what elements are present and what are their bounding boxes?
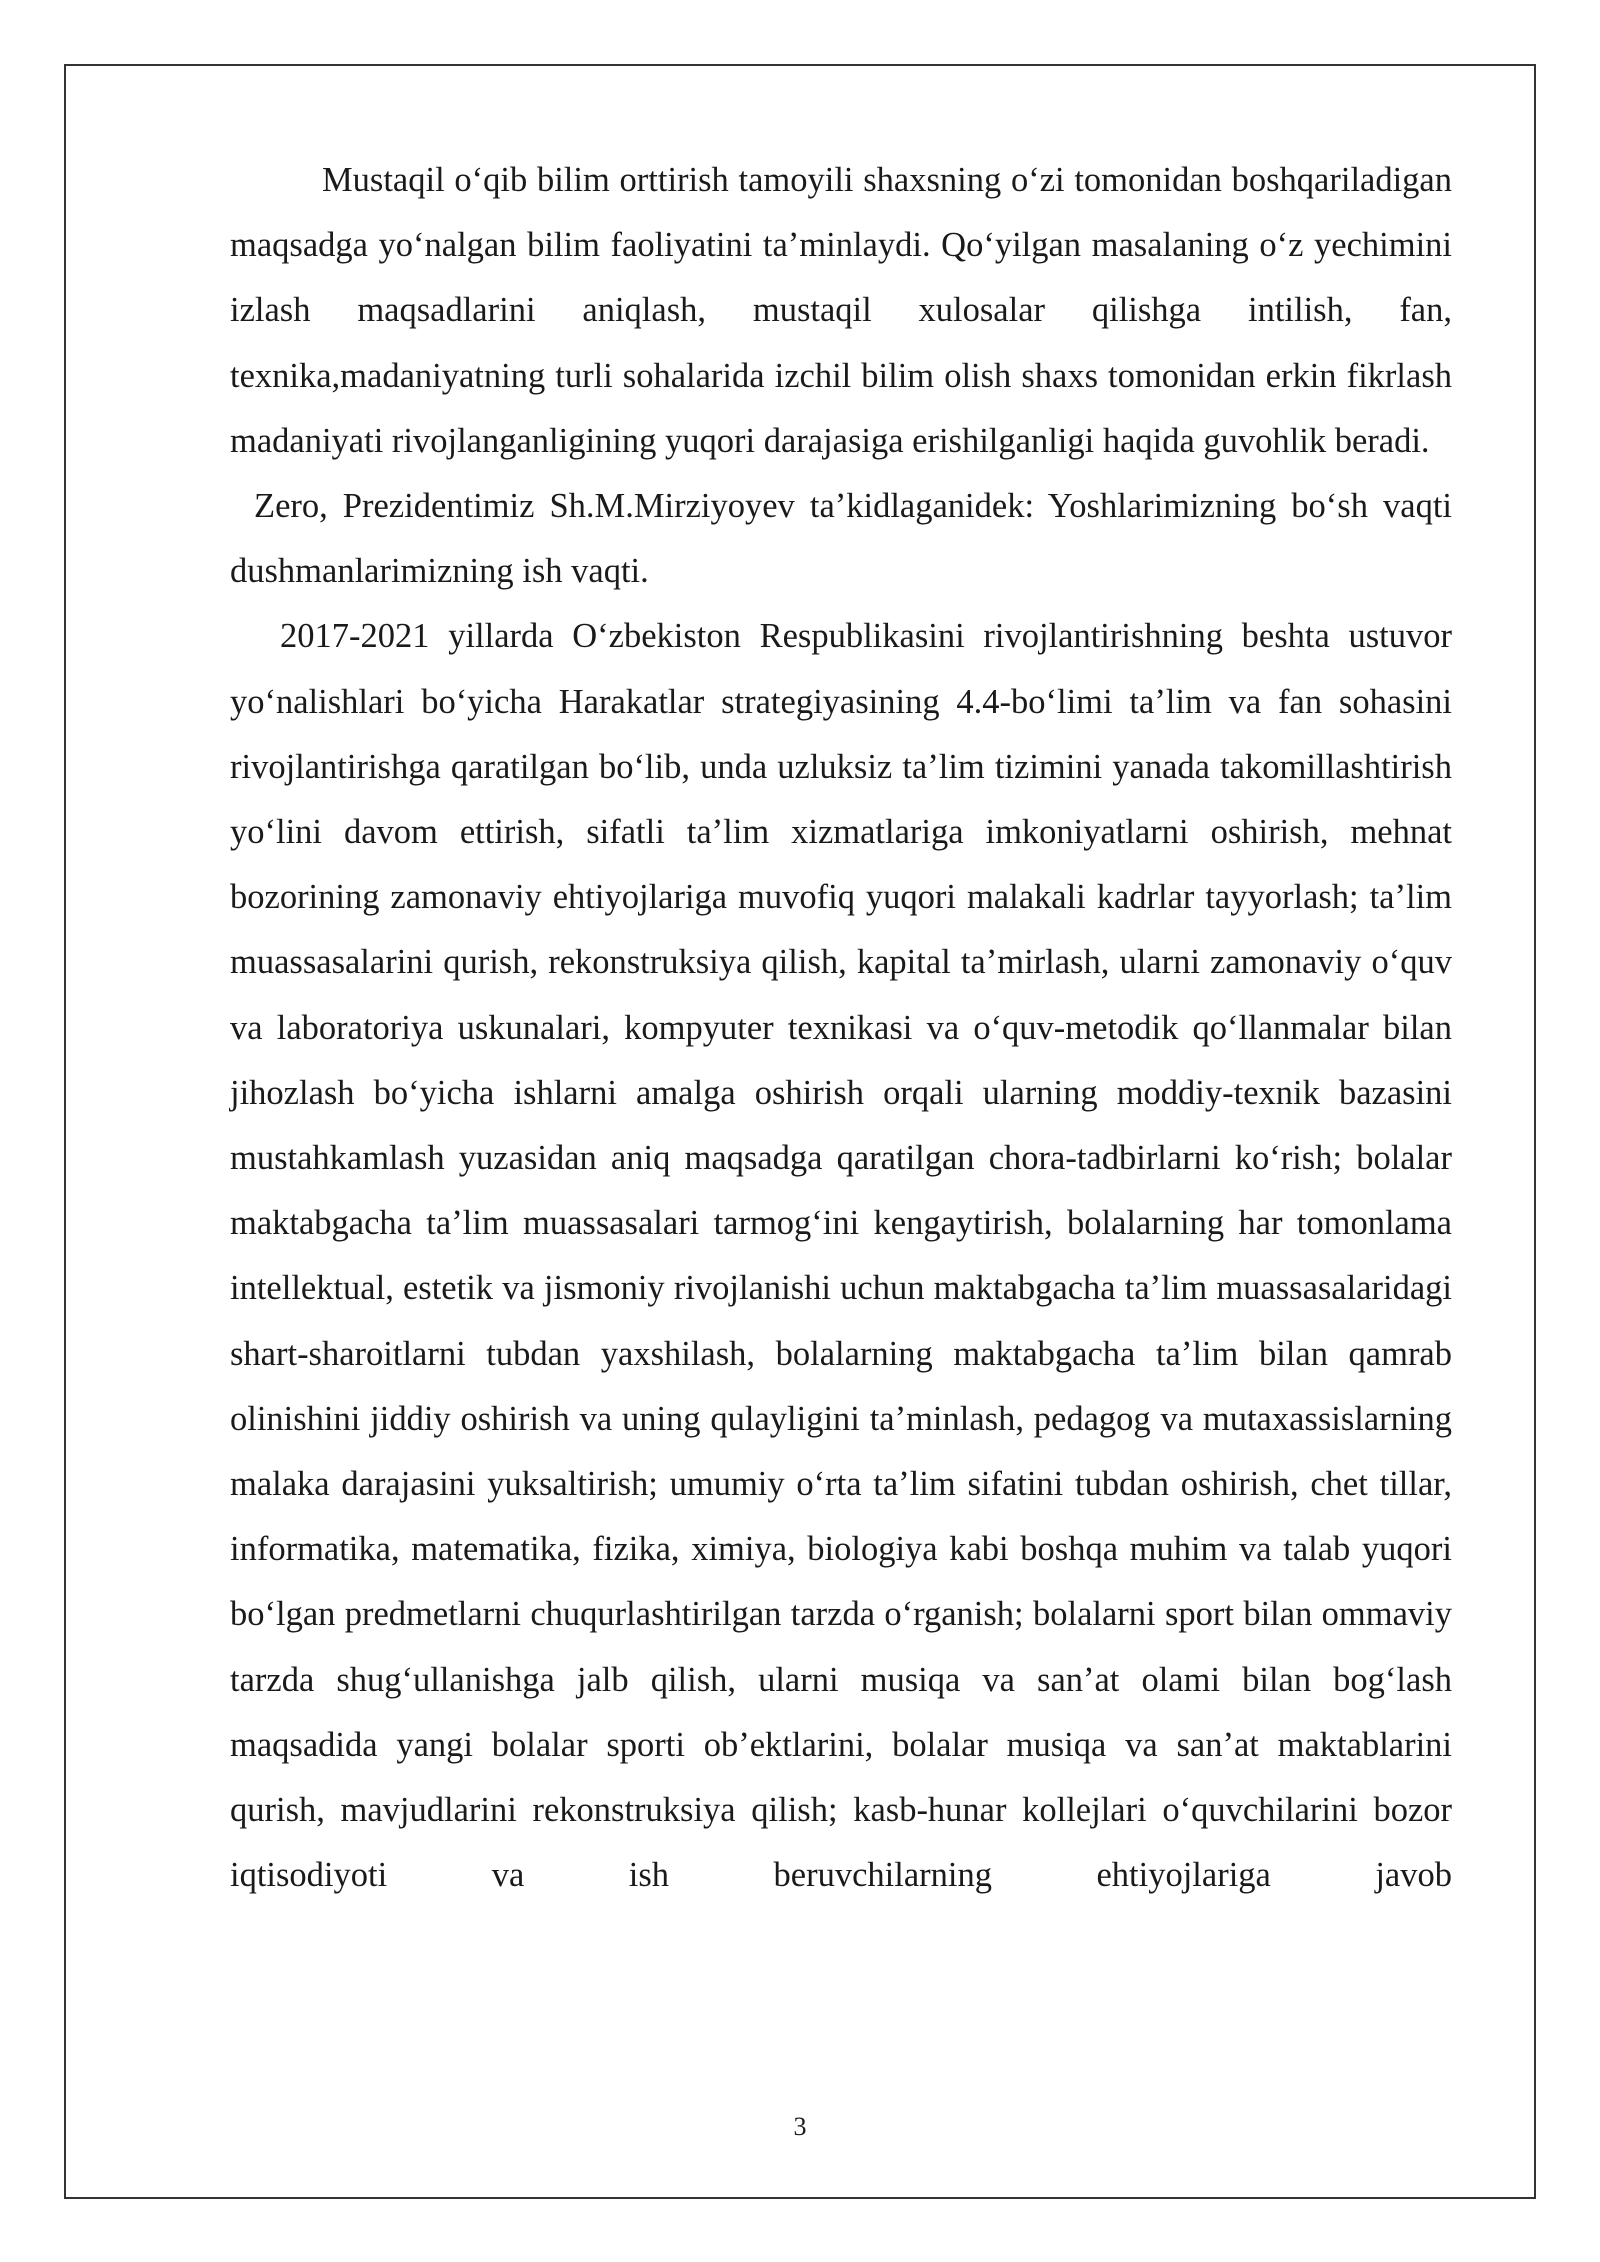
page-number: 3 bbox=[793, 2112, 807, 2141]
paragraph-president-quote: Zero, Prezidentimiz Sh.M.Mirziyoyev taʼkidlaganidek: Yoshlarimizning boʻsh vaqti dushmanlarimizning ish vaqti. bbox=[230, 487, 1452, 591]
paragraph-independent-learning: Mustaqil oʻqib bilim orttirish tamoyili shaxsning oʻzi tomonidan boshqariladigan maqsadga yoʻnalgan bilim faoliyatini taʼminlaydi. Qoʻyilgan masalaning oʻz yechimini izlash maqsadlarini aniqlash, mustaqil xulosalar qilishga intilish, fan, texnika,madaniyatning turli sohalarida izchil bilim olish shaxs tomonidan erkin fikrlash madaniyati rivojlanganligining yuqori darajasiga erishilganligi haqida guvohlik beradi. bbox=[230, 161, 1452, 460]
document-body bbox=[230, 148, 1452, 1908]
paragraph-action-strategy: 2017-2021 yillarda Oʻzbekiston Respublikasini rivojlantirishning beshta ustuvor yoʻnalishlari boʻyicha Harakatlar strategiyasining 4.4-boʻlimi taʼlim va fan sohasini rivojlantirishga qaratilgan boʻlib, unda uzluksiz taʼlim tizimini yanada takomillashtirish yoʻlini davom ettirish, sifatli taʼlim xizmatlariga imkoniyatlarni oshirish, mehnat bozorining zamonaviy ehtiyojlariga muvofiq yuqori malakali kadrlar tayyorlash; taʼlim muassasalarini qurish, rekonstruksiya qilish, kapital taʼmirlash, ularni zamonaviy oʻquv va laboratoriya uskunalari, kompyuter texnikasi va oʻquv-metodik qoʻllanmalar bilan jihozlash boʻyicha ishlarni amalga oshirish orqali ularning moddiy-texnik bazasini mustahkamlash yuzasidan aniq maqsadga qaratilgan chora-tadbirlarni koʻrish; bolalar maktabgacha taʼlim muassasalari tarmogʻini kengaytirish, bolalarning har tomonlama intellektual, estetik va jismoniy rivojlanishi uchun maktabgacha taʼlim muassasalaridagi shart-sharoitlarni tubdan yaxshilash, bolalarning maktabgacha taʼlim bilan qamrab olinishini jiddiy oshirish va uning qulayligini taʼminlash, pedagog va mutaxassislarning malaka darajasini yuksaltirish; umumiy oʻrta taʼlim sifatini tubdan oshirish, chet tillar, informatika, matematika, fizika, ximiya, biologiya kabi boshqa muhim va talab yuqori boʻlgan predmetlarni chuqurlashtirilgan tarzda oʻrganish; bolalarni sport bilan ommaviy tarzda shugʻullanishga jalb qilish, ularni musiqa va sanʼat olami bilan bogʻlash maqsadida yangi bolalar sporti obʼektlarini, bolalar musiqa va sanʼat maktablarini qurish, mavjudlarini rekonstruksiya qilish; kasb-hunar kollejlari oʻquvchilarini bozor iqtisodiyoti va ish beruvchilarning ehtiyojlariga javob bbox=[230, 617, 1452, 1895]
